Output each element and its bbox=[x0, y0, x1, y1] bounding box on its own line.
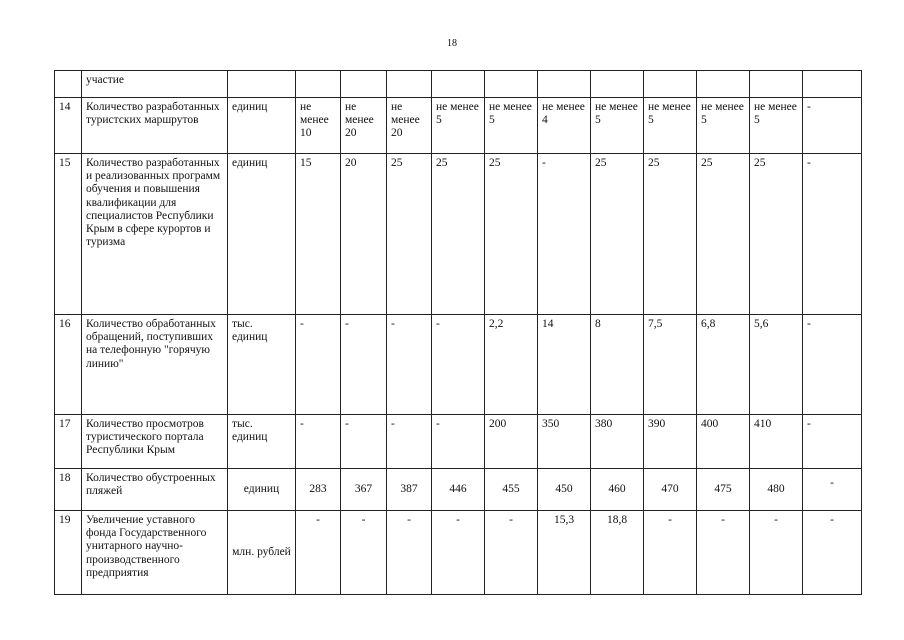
table-row bbox=[55, 511, 862, 595]
value-cell bbox=[644, 71, 697, 98]
value-cell: 14 bbox=[538, 315, 591, 415]
value-cell: 460 bbox=[591, 469, 644, 511]
indicators-table bbox=[54, 70, 862, 595]
value-cell: - bbox=[432, 315, 485, 415]
value-cell: 7,5 bbox=[644, 315, 697, 415]
value-cell: - bbox=[296, 315, 341, 415]
row-number: 14 bbox=[55, 98, 82, 154]
value-cell: 200 bbox=[485, 415, 538, 469]
value-cell: 5,6 bbox=[750, 315, 803, 415]
last-value-cell: - bbox=[803, 469, 862, 511]
value-cell: 283 bbox=[296, 469, 341, 511]
value-cell: 15 bbox=[296, 154, 341, 315]
row-number bbox=[55, 71, 82, 98]
value-cell bbox=[296, 71, 341, 98]
value-cell: 400 bbox=[697, 415, 750, 469]
indicator-name: Количество обработанных обращений, поступивших на телефонную "горячую линию" bbox=[82, 315, 228, 415]
indicator-name: Увеличение уставного фонда Государственного унитарного научно-производственного предприятия bbox=[82, 511, 228, 595]
value-cell: не менее 5 bbox=[485, 98, 538, 154]
indicator-name: участие bbox=[82, 71, 228, 98]
value-cell: - bbox=[432, 511, 485, 595]
value-cell: - bbox=[387, 315, 432, 415]
value-cell: 25 bbox=[591, 154, 644, 315]
value-cell: - bbox=[296, 511, 341, 595]
value-cell: 25 bbox=[750, 154, 803, 315]
unit-cell: единиц bbox=[228, 98, 296, 154]
table-row bbox=[55, 71, 862, 98]
value-cell bbox=[750, 71, 803, 98]
value-cell: - bbox=[432, 415, 485, 469]
value-cell: 6,8 bbox=[697, 315, 750, 415]
last-value-cell: - bbox=[803, 511, 862, 595]
value-cell: 25 bbox=[644, 154, 697, 315]
value-cell: - bbox=[296, 415, 341, 469]
value-cell bbox=[591, 71, 644, 98]
value-cell bbox=[485, 71, 538, 98]
value-cell: не менее 20 bbox=[341, 98, 387, 154]
value-cell bbox=[341, 71, 387, 98]
value-cell: 380 bbox=[591, 415, 644, 469]
value-cell: 475 bbox=[697, 469, 750, 511]
value-cell: не менее 5 bbox=[591, 98, 644, 154]
last-value-cell: - bbox=[803, 315, 862, 415]
value-cell: 446 bbox=[432, 469, 485, 511]
value-cell bbox=[387, 71, 432, 98]
value-cell: - bbox=[341, 415, 387, 469]
unit-cell: единиц bbox=[228, 469, 296, 511]
value-cell: 350 bbox=[538, 415, 591, 469]
indicator-name: Количество просмотров туристического портала Республики Крым bbox=[82, 415, 228, 469]
value-cell bbox=[432, 71, 485, 98]
value-cell: 25 bbox=[697, 154, 750, 315]
value-cell: не менее 5 bbox=[697, 98, 750, 154]
value-cell: 8 bbox=[591, 315, 644, 415]
value-cell: не менее 5 bbox=[750, 98, 803, 154]
unit-cell: млн. рублей bbox=[228, 511, 296, 595]
value-cell: - bbox=[697, 511, 750, 595]
indicator-name: Количество разработанных и реализованных программ обучения и повышения квалификации для специалистов Республики Крым в сфере курортов и туризма bbox=[82, 154, 228, 315]
value-cell: - bbox=[644, 511, 697, 595]
unit-cell: единиц bbox=[228, 154, 296, 315]
value-cell: 20 bbox=[341, 154, 387, 315]
row-number: 15 bbox=[55, 154, 82, 315]
row-number: 18 bbox=[55, 469, 82, 511]
value-cell bbox=[538, 71, 591, 98]
value-cell: 480 bbox=[750, 469, 803, 511]
value-cell: 25 bbox=[432, 154, 485, 315]
value-cell: - bbox=[750, 511, 803, 595]
indicator-name: Количество обустроенных пляжей bbox=[82, 469, 228, 511]
value-cell: - bbox=[341, 315, 387, 415]
value-cell: 450 bbox=[538, 469, 591, 511]
table-row bbox=[55, 469, 862, 511]
unit-cell: тыс. единиц bbox=[228, 315, 296, 415]
table-row bbox=[55, 154, 862, 315]
value-cell: - bbox=[538, 154, 591, 315]
row-number: 16 bbox=[55, 315, 82, 415]
value-cell bbox=[697, 71, 750, 98]
value-cell: не менее 5 bbox=[644, 98, 697, 154]
table-row bbox=[55, 415, 862, 469]
value-cell: 367 bbox=[341, 469, 387, 511]
value-cell: - bbox=[341, 511, 387, 595]
value-cell: 15,3 bbox=[538, 511, 591, 595]
value-cell: не менее 20 bbox=[387, 98, 432, 154]
value-cell: 25 bbox=[485, 154, 538, 315]
last-value-cell: - bbox=[803, 154, 862, 315]
value-cell: 455 bbox=[485, 469, 538, 511]
last-value-cell bbox=[803, 71, 862, 98]
row-number: 19 bbox=[55, 511, 82, 595]
last-value-cell: - bbox=[803, 98, 862, 154]
indicator-name: Количество разработанных туристских маршрутов bbox=[82, 98, 228, 154]
value-cell: - bbox=[485, 511, 538, 595]
value-cell: 390 bbox=[644, 415, 697, 469]
value-cell: не менее 4 bbox=[538, 98, 591, 154]
unit-cell bbox=[228, 71, 296, 98]
row-number: 17 bbox=[55, 415, 82, 469]
value-cell: 410 bbox=[750, 415, 803, 469]
value-cell: - bbox=[387, 415, 432, 469]
last-value-cell: - bbox=[803, 415, 862, 469]
value-cell: не менее 10 bbox=[296, 98, 341, 154]
unit-cell: тыс. единиц bbox=[228, 415, 296, 469]
value-cell: не менее 5 bbox=[432, 98, 485, 154]
table-row bbox=[55, 315, 862, 415]
value-cell: 18,8 bbox=[591, 511, 644, 595]
table-row bbox=[55, 98, 862, 154]
page-number: 18 bbox=[447, 38, 457, 49]
value-cell: 2,2 bbox=[485, 315, 538, 415]
value-cell: 25 bbox=[387, 154, 432, 315]
value-cell: - bbox=[387, 511, 432, 595]
value-cell: 470 bbox=[644, 469, 697, 511]
value-cell: 387 bbox=[387, 469, 432, 511]
